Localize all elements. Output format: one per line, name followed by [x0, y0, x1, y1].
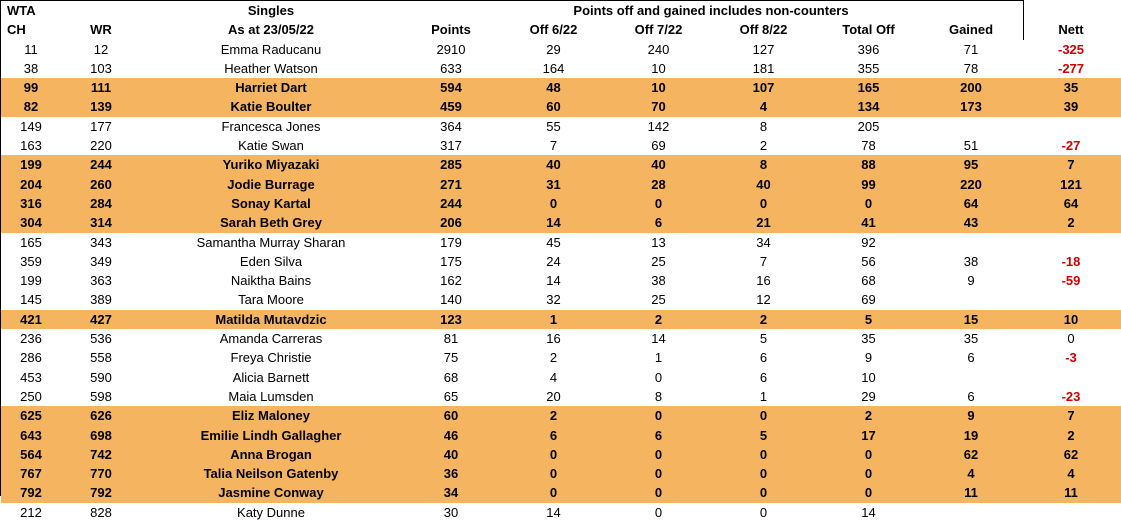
cell-gained: 35	[921, 329, 1021, 348]
cell-player-name: Alicia Barnett	[141, 368, 401, 387]
cell-off7: 28	[606, 175, 711, 194]
cell-player-name: Tara Moore	[141, 290, 401, 309]
cell-ch: 199	[1, 271, 61, 290]
cell-off6: 29	[501, 40, 606, 59]
cell-points: 81	[401, 329, 501, 348]
cell-ch: 792	[1, 483, 61, 502]
cell-off7: 6	[606, 426, 711, 445]
cell-nett: 2	[1021, 213, 1121, 232]
cell-nett	[1021, 290, 1121, 309]
cell-off7: 6	[606, 213, 711, 232]
table-row	[1, 136, 1121, 155]
cell-ch: 204	[1, 175, 61, 194]
cell-gained: 6	[921, 348, 1021, 367]
cell-nett	[1021, 233, 1121, 252]
table-row	[1, 252, 1121, 271]
header-blank	[61, 1, 141, 20]
cell-off8: 40	[711, 175, 816, 194]
cell-nett: -3	[1021, 348, 1121, 367]
table-row	[1, 40, 1121, 59]
cell-total-off: 56	[816, 252, 921, 271]
cell-total-off: 17	[816, 426, 921, 445]
cell-wr: 349	[61, 252, 141, 271]
cell-wr: 244	[61, 155, 141, 174]
cell-player-name: Samantha Murray Sharan	[141, 233, 401, 252]
cell-wr: 363	[61, 271, 141, 290]
cell-off6: 0	[501, 445, 606, 464]
cell-ch: 359	[1, 252, 61, 271]
table-row	[1, 387, 1121, 406]
header-as-at: As at 23/05/22	[227, 22, 314, 38]
cell-off8: 0	[711, 464, 816, 483]
header-off8: Off 8/22	[739, 22, 788, 38]
cell-ch: 199	[1, 155, 61, 174]
cell-off8: 34	[711, 233, 816, 252]
cell-points: 633	[401, 59, 501, 78]
table-row	[1, 290, 1121, 309]
cell-points: 30	[401, 503, 501, 522]
cell-nett: 4	[1021, 464, 1121, 483]
table-row	[1, 271, 1121, 290]
cell-total-off: 0	[816, 483, 921, 502]
cell-nett: -23	[1021, 387, 1121, 406]
cell-player-name: Heather Watson	[141, 59, 401, 78]
cell-ch: 149	[1, 117, 61, 136]
cell-off8: 8	[711, 117, 816, 136]
cell-off6: 6	[501, 426, 606, 445]
cell-player-name: Harriet Dart	[141, 78, 401, 97]
cell-off7: 1	[606, 348, 711, 367]
cell-off7: 25	[606, 252, 711, 271]
cell-wr: 220	[61, 136, 141, 155]
cell-off7: 70	[606, 97, 711, 116]
cell-off8: 1	[711, 387, 816, 406]
cell-gained: 43	[921, 213, 1021, 232]
cell-off6: 2	[501, 348, 606, 367]
cell-points: 179	[401, 233, 501, 252]
cell-ch: 625	[1, 406, 61, 425]
cell-gained	[921, 233, 1021, 252]
cell-player-name: Sarah Beth Grey	[141, 213, 401, 232]
cell-total-off: 205	[816, 117, 921, 136]
header-gained: Gained	[948, 22, 994, 38]
table-row	[1, 483, 1121, 502]
cell-off8: 0	[711, 194, 816, 213]
cell-off7: 38	[606, 271, 711, 290]
cell-gained: 64	[921, 194, 1021, 213]
cell-gained: 220	[921, 175, 1021, 194]
table-row	[1, 348, 1121, 367]
cell-player-name: Yuriko Miyazaki	[141, 155, 401, 174]
cell-total-off: 355	[816, 59, 921, 78]
cell-gained	[921, 368, 1021, 387]
cell-wr: 177	[61, 117, 141, 136]
cell-total-off: 396	[816, 40, 921, 59]
cell-off6: 32	[501, 290, 606, 309]
header-points-off-group: Points off and gained includes non-counters	[573, 3, 849, 18]
table-row	[1, 117, 1121, 136]
cell-wr: 536	[61, 329, 141, 348]
cell-off8: 0	[711, 503, 816, 522]
cell-ch: 145	[1, 290, 61, 309]
cell-total-off: 165	[816, 78, 921, 97]
cell-nett: -27	[1021, 136, 1121, 155]
cell-off8: 181	[711, 59, 816, 78]
cell-nett	[1021, 368, 1121, 387]
cell-nett	[1021, 117, 1121, 136]
cell-off7: 14	[606, 329, 711, 348]
cell-total-off: 0	[816, 194, 921, 213]
cell-total-off: 88	[816, 155, 921, 174]
cell-off7: 0	[606, 464, 711, 483]
cell-off7: 240	[606, 40, 711, 59]
cell-total-off: 10	[816, 368, 921, 387]
cell-off8: 6	[711, 368, 816, 387]
cell-gained	[921, 117, 1021, 136]
cell-player-name: Eliz Maloney	[141, 406, 401, 425]
cell-player-name: Jasmine Conway	[141, 483, 401, 502]
cell-points: 244	[401, 194, 501, 213]
table-row	[1, 213, 1121, 232]
cell-nett: -277	[1021, 59, 1121, 78]
table-row	[1, 233, 1121, 252]
cell-points: 285	[401, 155, 501, 174]
cell-wr: 770	[61, 464, 141, 483]
cell-ch: 99	[1, 78, 61, 97]
cell-wr: 12	[61, 40, 141, 59]
table-row	[1, 310, 1121, 329]
cell-wr: 698	[61, 426, 141, 445]
cell-off6: 20	[501, 387, 606, 406]
cell-ch: 212	[1, 503, 61, 522]
table-row	[1, 368, 1121, 387]
header-off7: Off 7/22	[634, 22, 683, 38]
cell-off8: 0	[711, 406, 816, 425]
cell-off6: 0	[501, 483, 606, 502]
cell-off7: 8	[606, 387, 711, 406]
cell-wr: 103	[61, 59, 141, 78]
cell-player-name: Francesca Jones	[141, 117, 401, 136]
cell-player-name: Eden Silva	[141, 252, 401, 271]
cell-gained: 95	[921, 155, 1021, 174]
cell-points: 123	[401, 310, 501, 329]
cell-gained: 19	[921, 426, 1021, 445]
cell-wr: 260	[61, 175, 141, 194]
cell-ch: 11	[1, 40, 61, 59]
cell-wr: 626	[61, 406, 141, 425]
cell-player-name: Jodie Burrage	[141, 175, 401, 194]
cell-points: 459	[401, 97, 501, 116]
cell-total-off: 2	[816, 406, 921, 425]
cell-player-name: Sonay Kartal	[141, 194, 401, 213]
cell-points: 594	[401, 78, 501, 97]
cell-off6: 4	[501, 368, 606, 387]
cell-player-name: Naiktha Bains	[141, 271, 401, 290]
cell-off7: 0	[606, 483, 711, 502]
cell-ch: 82	[1, 97, 61, 116]
cell-gained: 200	[921, 78, 1021, 97]
cell-wr: 590	[61, 368, 141, 387]
cell-off6: 2	[501, 406, 606, 425]
table-row	[1, 59, 1121, 78]
cell-off6: 14	[501, 503, 606, 522]
cell-points: 34	[401, 483, 501, 502]
table-row	[1, 426, 1121, 445]
cell-off7: 13	[606, 233, 711, 252]
header-wr: WR	[90, 22, 112, 38]
cell-nett: 11	[1021, 483, 1121, 502]
table-row	[1, 406, 1121, 425]
cell-nett: 0	[1021, 329, 1121, 348]
cell-ch: 250	[1, 387, 61, 406]
cell-total-off: 69	[816, 290, 921, 309]
cell-off7: 0	[606, 368, 711, 387]
cell-wr: 389	[61, 290, 141, 309]
cell-off6: 0	[501, 194, 606, 213]
cell-gained: 38	[921, 252, 1021, 271]
cell-wr: 343	[61, 233, 141, 252]
header-off6: Off 6/22	[529, 22, 578, 38]
cell-points: 175	[401, 252, 501, 271]
cell-nett: -59	[1021, 271, 1121, 290]
header-singles-label: Singles	[247, 3, 295, 18]
cell-total-off: 35	[816, 329, 921, 348]
cell-points: 60	[401, 406, 501, 425]
cell-gained: 11	[921, 483, 1021, 502]
header-total-off: Total Off	[842, 22, 895, 38]
cell-player-name: Katie Swan	[141, 136, 401, 155]
cell-off7: 25	[606, 290, 711, 309]
cell-ch: 767	[1, 464, 61, 483]
table-row	[1, 155, 1121, 174]
cell-off8: 2	[711, 310, 816, 329]
cell-total-off: 0	[816, 445, 921, 464]
cell-total-off: 78	[816, 136, 921, 155]
cell-points: 206	[401, 213, 501, 232]
rankings-table	[1, 1, 1121, 522]
cell-off8: 21	[711, 213, 816, 232]
cell-player-name: Emma Raducanu	[141, 40, 401, 59]
cell-points: 75	[401, 348, 501, 367]
cell-gained: 9	[921, 271, 1021, 290]
cell-player-name: Katy Dunne	[141, 503, 401, 522]
header-points: Points	[431, 22, 471, 38]
cell-gained: 9	[921, 406, 1021, 425]
cell-points: 68	[401, 368, 501, 387]
cell-total-off: 0	[816, 464, 921, 483]
cell-ch: 304	[1, 213, 61, 232]
cell-points: 271	[401, 175, 501, 194]
cell-total-off: 5	[816, 310, 921, 329]
cell-gained: 6	[921, 387, 1021, 406]
cell-wr: 314	[61, 213, 141, 232]
cell-off7: 0	[606, 503, 711, 522]
cell-gained: 15	[921, 310, 1021, 329]
cell-nett: 39	[1021, 97, 1121, 116]
cell-off6: 0	[501, 464, 606, 483]
cell-player-name: Katie Boulter	[141, 97, 401, 116]
cell-off6: 164	[501, 59, 606, 78]
cell-off8: 4	[711, 97, 816, 116]
cell-points: 2910	[401, 40, 501, 59]
cell-off7: 142	[606, 117, 711, 136]
cell-off6: 55	[501, 117, 606, 136]
cell-off6: 14	[501, 213, 606, 232]
header-wta-label: WTA	[7, 3, 36, 18]
cell-wr: 139	[61, 97, 141, 116]
cell-nett: 64	[1021, 194, 1121, 213]
header-ch: CH	[7, 22, 26, 38]
cell-off8: 107	[711, 78, 816, 97]
cell-gained	[921, 290, 1021, 309]
header-nett: Nett	[1058, 22, 1084, 38]
cell-ch: 421	[1, 310, 61, 329]
cell-nett: 7	[1021, 155, 1121, 174]
table-row	[1, 445, 1121, 464]
cell-ch: 316	[1, 194, 61, 213]
cell-off6: 60	[501, 97, 606, 116]
cell-player-name: Anna Brogan	[141, 445, 401, 464]
cell-nett: 35	[1021, 78, 1121, 97]
cell-off6: 40	[501, 155, 606, 174]
cell-wr: 284	[61, 194, 141, 213]
table-row	[1, 175, 1121, 194]
table-row	[1, 194, 1121, 213]
cell-off7: 40	[606, 155, 711, 174]
cell-ch: 643	[1, 426, 61, 445]
cell-off6: 48	[501, 78, 606, 97]
cell-gained: 78	[921, 59, 1021, 78]
cell-points: 317	[401, 136, 501, 155]
cell-off8: 127	[711, 40, 816, 59]
cell-points: 46	[401, 426, 501, 445]
cell-ch: 38	[1, 59, 61, 78]
cell-off7: 10	[606, 78, 711, 97]
cell-gained: 62	[921, 445, 1021, 464]
cell-wr: 111	[61, 78, 141, 97]
cell-off6: 7	[501, 136, 606, 155]
table-row	[1, 503, 1121, 522]
cell-gained: 71	[921, 40, 1021, 59]
cell-wr: 427	[61, 310, 141, 329]
cell-off8: 7	[711, 252, 816, 271]
cell-off8: 16	[711, 271, 816, 290]
cell-ch: 453	[1, 368, 61, 387]
cell-off6: 24	[501, 252, 606, 271]
table-row	[1, 78, 1121, 97]
cell-player-name: Amanda Carreras	[141, 329, 401, 348]
cell-wr: 828	[61, 503, 141, 522]
cell-ch: 286	[1, 348, 61, 367]
cell-total-off: 92	[816, 233, 921, 252]
cell-player-name: Freya Christie	[141, 348, 401, 367]
cell-points: 40	[401, 445, 501, 464]
cell-total-off: 29	[816, 387, 921, 406]
cell-total-off: 9	[816, 348, 921, 367]
cell-gained	[921, 503, 1021, 522]
cell-nett: -18	[1021, 252, 1121, 271]
cell-off8: 5	[711, 426, 816, 445]
cell-off8: 2	[711, 136, 816, 155]
cell-nett: 121	[1021, 175, 1121, 194]
cell-off7: 0	[606, 406, 711, 425]
cell-wr: 558	[61, 348, 141, 367]
cell-points: 36	[401, 464, 501, 483]
cell-gained: 51	[921, 136, 1021, 155]
cell-off8: 0	[711, 445, 816, 464]
header-row-top	[1, 1, 1121, 20]
cell-points: 162	[401, 271, 501, 290]
header-row-columns	[1, 20, 1121, 39]
cell-off6: 45	[501, 233, 606, 252]
cell-ch: 165	[1, 233, 61, 252]
cell-total-off: 134	[816, 97, 921, 116]
cell-nett: 7	[1021, 406, 1121, 425]
cell-nett: 10	[1021, 310, 1121, 329]
table-row	[1, 464, 1121, 483]
cell-off6: 16	[501, 329, 606, 348]
cell-gained: 173	[921, 97, 1021, 116]
table-row	[1, 329, 1121, 348]
cell-points: 364	[401, 117, 501, 136]
cell-off8: 8	[711, 155, 816, 174]
cell-off6: 31	[501, 175, 606, 194]
cell-total-off: 14	[816, 503, 921, 522]
cell-wr: 792	[61, 483, 141, 502]
cell-ch: 236	[1, 329, 61, 348]
cell-total-off: 68	[816, 271, 921, 290]
table-row	[1, 97, 1121, 116]
cell-player-name: Talia Neilson Gatenby	[141, 464, 401, 483]
cell-off6: 14	[501, 271, 606, 290]
cell-nett: 62	[1021, 445, 1121, 464]
cell-nett: -325	[1021, 40, 1121, 59]
cell-nett	[1021, 503, 1121, 522]
cell-wr: 742	[61, 445, 141, 464]
cell-off8: 0	[711, 483, 816, 502]
cell-off8: 12	[711, 290, 816, 309]
cell-off7: 10	[606, 59, 711, 78]
cell-nett: 2	[1021, 426, 1121, 445]
cell-off7: 0	[606, 445, 711, 464]
cell-total-off: 99	[816, 175, 921, 194]
cell-gained: 4	[921, 464, 1021, 483]
cell-off8: 5	[711, 329, 816, 348]
cell-points: 65	[401, 387, 501, 406]
cell-player-name: Maia Lumsden	[141, 387, 401, 406]
cell-player-name: Matilda Mutavdzic	[141, 310, 401, 329]
cell-wr: 598	[61, 387, 141, 406]
cell-ch: 564	[1, 445, 61, 464]
cell-off7: 2	[606, 310, 711, 329]
cell-ch: 163	[1, 136, 61, 155]
cell-off7: 69	[606, 136, 711, 155]
cell-points: 140	[401, 290, 501, 309]
cell-total-off: 41	[816, 213, 921, 232]
cell-off6: 1	[501, 310, 606, 329]
cell-off7: 0	[606, 194, 711, 213]
cell-off8: 6	[711, 348, 816, 367]
cell-player-name: Emilie Lindh Gallagher	[141, 426, 401, 445]
